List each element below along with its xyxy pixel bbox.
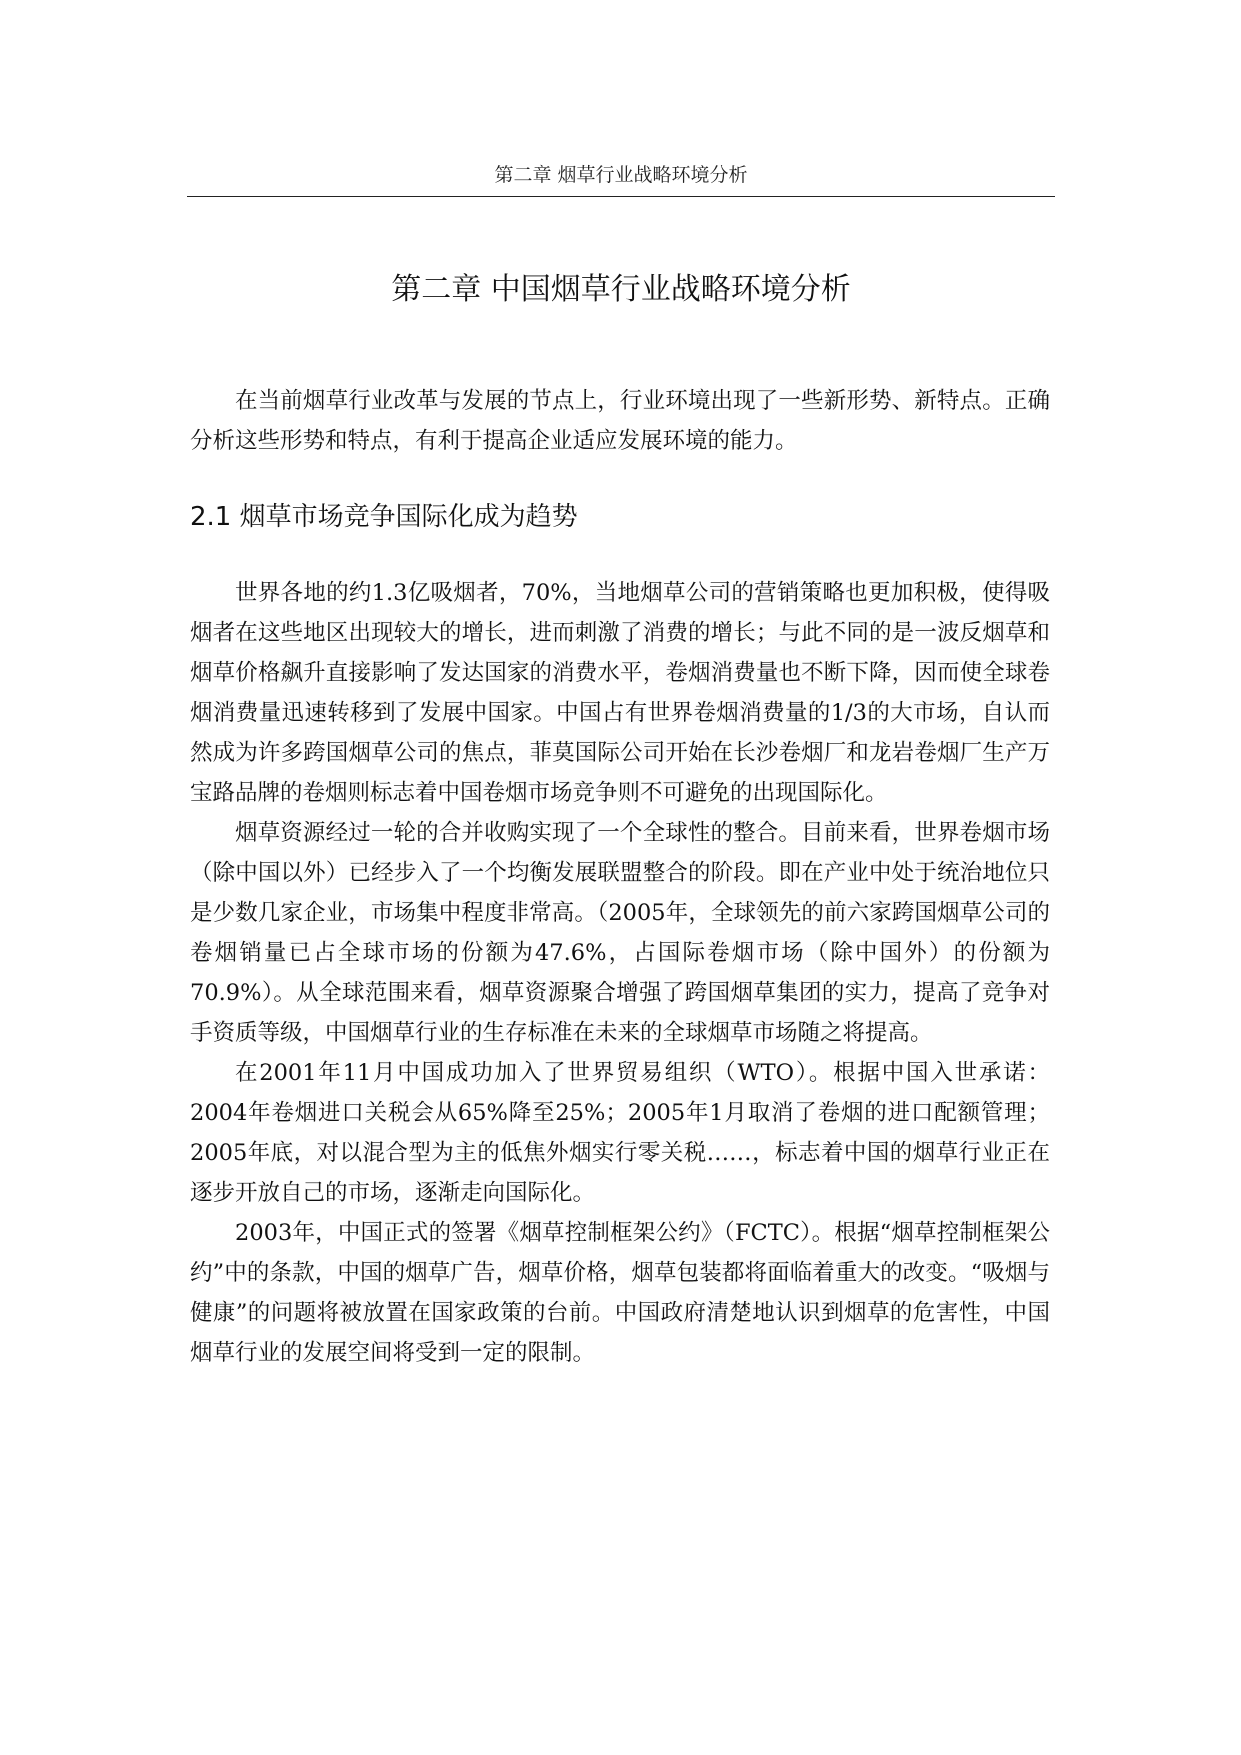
chapter-title: 第二章 中国烟草行业战略环境分析 — [391, 272, 851, 307]
running-header: 第二章 烟草行业战略环境分析 — [494, 164, 748, 186]
body-paragraph-4: 2003年，中国正式的签署《烟草控制框架公约》（FCTC）。根据“烟草控制框架公约”中的条款，中国的烟草广告，烟草价格，烟草包装都将面临着重大的改变。“吸烟与健康”的问题将被放置在国家政策的台前。中国政府清楚地认识到烟草的危害性，中国烟草行业的发展空间将受到一定的限制。 — [190, 1220, 1050, 1366]
body-paragraph-1: 世界各地的约1.3亿吸烟者，70%，当地烟草公司的营销策略也更加积极，使得吸烟者在这些地区出现较大的增长，进而刺激了消费的增长；与此不同的是一波反烟草和烟草价格飙升直接影响了发达国家的消费水平，卷烟消费量也不断下降，因而使全球卷烟消费量迅速转移到了发展中国家。中国占有世界卷烟消费量的1/3的大市场，自认而然成为许多跨国烟草公司的焦点，菲莫国际公司开始在长沙卷烟厂和龙岩卷烟厂生产万宝路品牌的卷烟则标志着中国卷烟市场竞争则不可避免的出现国际化。 — [190, 580, 1050, 806]
intro-block — [190, 381, 1050, 461]
body-paragraph-2: 烟草资源经过一轮的合并收购实现了一个全球性的整合。目前来看，世界卷烟市场（除中国以外）已经步入了一个均衡发展联盟整合的阶段。即在产业中处于统治地位只是少数几家企业，市场集中程度非常高。（2005年，全球领先的前六家跨国烟草公司的卷烟销量已占全球市场的份额为47.6%，占国际卷烟市场（除中国外）的份额为70.9%）。从全球范围来看，烟草资源聚合增强了跨国烟草集团的实力，提高了竞争对手资质等级，中国烟草行业的生存标准在未来的全球烟草市场随之将提高。 — [190, 820, 1050, 1046]
intro-paragraph: 在当前烟草行业改革与发展的节点上，行业环境出现了一些新形势、新特点。正确分析这些形势和特点，有利于提高企业适应发展环境的能力。 — [190, 388, 1050, 454]
header-rule — [187, 196, 1055, 197]
section-heading-2-1: 2.1 烟草市场竞争国际化成为趋势 — [190, 502, 578, 532]
section-body — [190, 573, 1050, 1373]
body-paragraph-3: 在2001年11月中国成功加入了世界贸易组织（WTO）。根据中国入世承诺：2004年卷烟进口关税会从65%降至25%；2005年1月取消了卷烟的进口配额管理；2005年底，对以混合型为主的低焦外烟实行零关税……，标志着中国的烟草行业正在逐步开放自己的市场，逐渐走向国际化。 — [190, 1060, 1050, 1206]
